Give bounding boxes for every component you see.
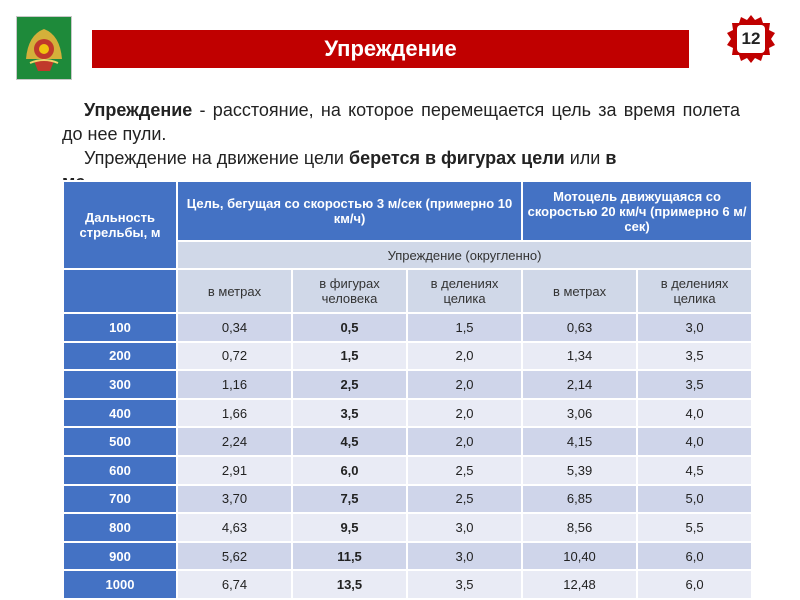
value-cell-fig: 1,5 <box>292 342 407 371</box>
slide-title: Упреждение <box>92 30 689 68</box>
table-row <box>63 370 752 399</box>
value-cell-div1: 2,0 <box>407 342 522 371</box>
page-number-badge <box>726 14 776 64</box>
moto-group-header: Мотоцель движущаяся со скоростью 20 км/ч (примерно 6 м/сек) <box>522 181 752 241</box>
value-cell-m2: 8,56 <box>522 513 637 542</box>
value-cell-fig: 9,5 <box>292 513 407 542</box>
unit-header-divisions-2: в делениях целика <box>637 269 752 313</box>
value-cell-fig: 7,5 <box>292 485 407 514</box>
value-cell-fig: 0,5 <box>292 313 407 342</box>
lead-table <box>62 180 753 600</box>
emblem-icon <box>20 21 68 77</box>
value-cell-m2: 2,14 <box>522 370 637 399</box>
range-cell: 800 <box>63 513 177 542</box>
value-cell-m1: 5,62 <box>177 542 292 571</box>
table-row <box>63 342 752 371</box>
range-cell: 200 <box>63 342 177 371</box>
range-cell: 100 <box>63 313 177 342</box>
value-cell-fig: 2,5 <box>292 370 407 399</box>
table-row <box>63 513 752 542</box>
range-cell: 900 <box>63 542 177 571</box>
value-cell-div2: 4,5 <box>637 456 752 485</box>
value-cell-m1: 1,16 <box>177 370 292 399</box>
range-header-continued <box>63 269 177 313</box>
value-cell-fig: 6,0 <box>292 456 407 485</box>
value-cell-div2: 4,0 <box>637 427 752 456</box>
value-cell-m1: 0,34 <box>177 313 292 342</box>
value-cell-m1: 6,74 <box>177 570 292 599</box>
value-cell-m2: 5,39 <box>522 456 637 485</box>
value-cell-m2: 1,34 <box>522 342 637 371</box>
value-cell-m2: 0,63 <box>522 313 637 342</box>
value-cell-div1: 2,0 <box>407 399 522 428</box>
value-cell-div1: 1,5 <box>407 313 522 342</box>
table-row <box>63 570 752 599</box>
value-cell-m1: 2,91 <box>177 456 292 485</box>
table-row <box>63 427 752 456</box>
value-cell-fig: 13,5 <box>292 570 407 599</box>
value-cell-m2: 10,40 <box>522 542 637 571</box>
definition-paragraph <box>62 98 740 146</box>
value-cell-div2: 6,0 <box>637 570 752 599</box>
value-cell-div2: 5,0 <box>637 485 752 514</box>
table-row <box>63 313 752 342</box>
emblem-logo <box>16 16 72 80</box>
unit-header-meters-2: в метрах <box>522 269 637 313</box>
value-cell-div2: 6,0 <box>637 542 752 571</box>
range-column-header: Дальность стрельбы, м <box>63 181 177 269</box>
range-cell: 300 <box>63 370 177 399</box>
range-cell: 1000 <box>63 570 177 599</box>
runner-group-header: Цель, бегущая со скоростью 3 м/сек (примерно 10 км/ч) <box>177 181 522 241</box>
value-cell-div1: 2,5 <box>407 485 522 514</box>
range-cell: 700 <box>63 485 177 514</box>
value-cell-m1: 2,24 <box>177 427 292 456</box>
value-cell-div2: 3,0 <box>637 313 752 342</box>
table-row <box>63 456 752 485</box>
value-cell-div2: 5,5 <box>637 513 752 542</box>
lead-text: Упреждение на движение цели <box>84 148 349 168</box>
value-cell-div1: 2,0 <box>407 370 522 399</box>
value-cell-m2: 4,15 <box>522 427 637 456</box>
value-cell-div1: 2,5 <box>407 456 522 485</box>
page-number: 12 <box>741 29 761 48</box>
value-cell-m1: 0,72 <box>177 342 292 371</box>
lead-bold-1: берется в фигурах цели <box>348 148 565 168</box>
table-body <box>63 313 752 599</box>
range-cell: 600 <box>63 456 177 485</box>
value-cell-div1: 3,0 <box>407 542 522 571</box>
lead-paragraph <box>62 146 740 170</box>
value-cell-m1: 4,63 <box>177 513 292 542</box>
range-cell: 500 <box>63 427 177 456</box>
value-cell-div1: 3,5 <box>407 570 522 599</box>
value-cell-div1: 3,0 <box>407 513 522 542</box>
value-cell-fig: 11,5 <box>292 542 407 571</box>
value-cell-div2: 3,5 <box>637 342 752 371</box>
value-cell-fig: 4,5 <box>292 427 407 456</box>
unit-header-divisions-1: в делениях целика <box>407 269 522 313</box>
value-cell-m1: 1,66 <box>177 399 292 428</box>
value-cell-m1: 3,70 <box>177 485 292 514</box>
table-row <box>63 485 752 514</box>
definition-text: - расстояние, на которое перемещается цель за время полета до нее пули. <box>62 100 740 144</box>
table-row <box>63 399 752 428</box>
range-cell: 400 <box>63 399 177 428</box>
table-row <box>63 542 752 571</box>
value-cell-m2: 3,06 <box>522 399 637 428</box>
unit-header-figures: в фигурах человека <box>292 269 407 313</box>
lead-middle: или <box>564 148 606 168</box>
value-cell-div2: 4,0 <box>637 399 752 428</box>
lead-subheader: Упреждение (округленно) <box>177 241 752 269</box>
value-cell-m2: 6,85 <box>522 485 637 514</box>
lead-bold-2: в <box>605 148 617 168</box>
definition-term: Упреждение <box>84 100 193 120</box>
unit-header-meters-1: в метрах <box>177 269 292 313</box>
value-cell-fig: 3,5 <box>292 399 407 428</box>
value-cell-div2: 3,5 <box>637 370 752 399</box>
value-cell-m2: 12,48 <box>522 570 637 599</box>
value-cell-div1: 2,0 <box>407 427 522 456</box>
